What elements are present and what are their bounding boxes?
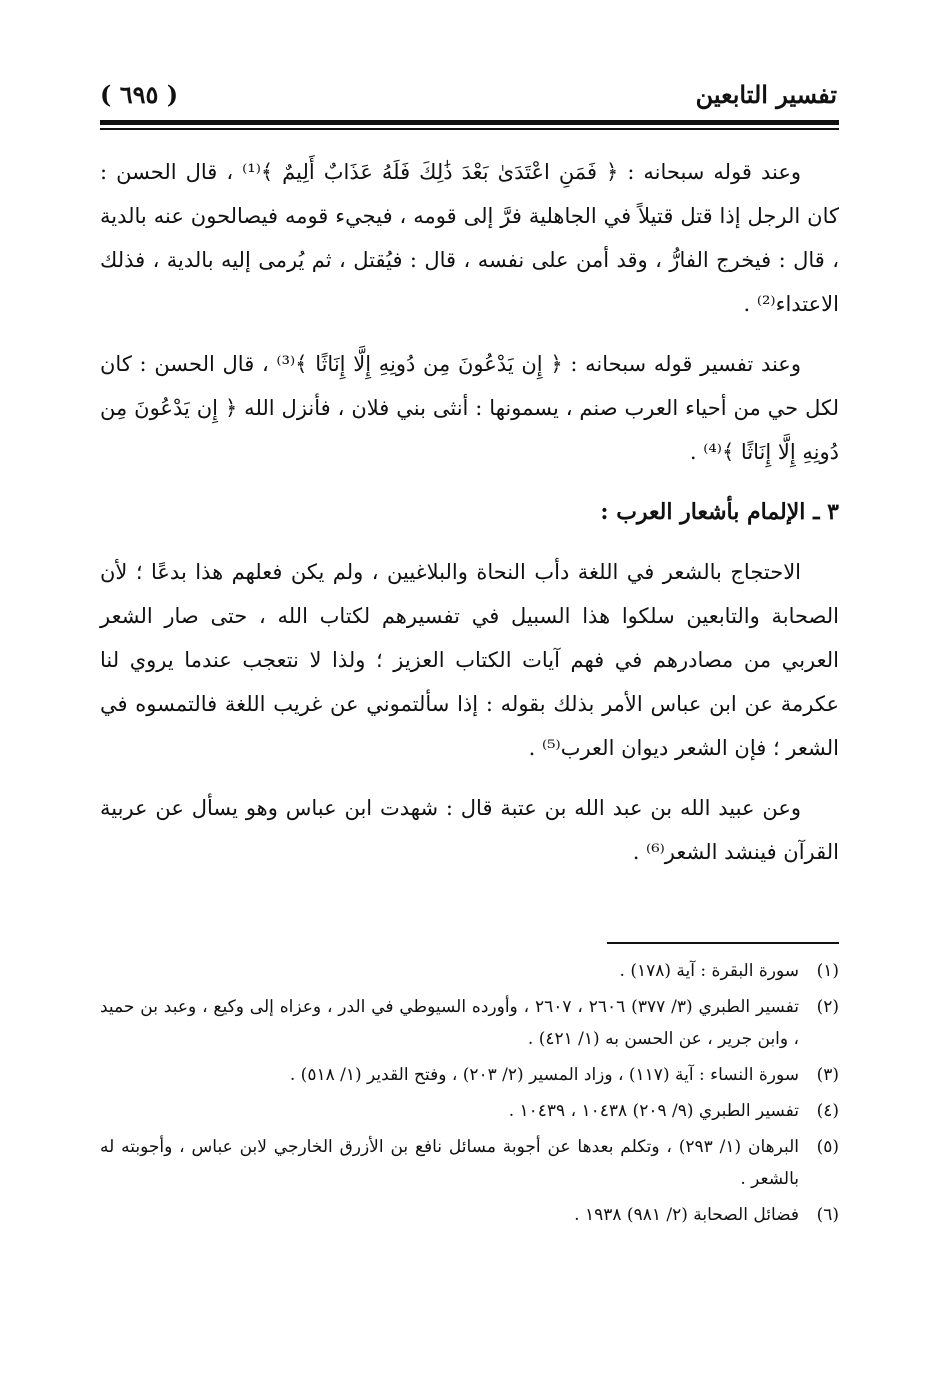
section-heading: ٣ ـ الإلمام بأشعار العرب : [600,499,839,525]
running-title: تفسير التابعين [695,80,837,109]
footnote-number: (٤) [816,1101,839,1121]
footnote [100,1095,839,1127]
footnote-separator [607,942,839,944]
footnote-number: (٢) [816,997,839,1017]
footnote-text: سورة البقرة : آية (١٧٨) . [619,961,799,981]
footnote [100,991,839,1055]
footnote-text: تفسير الطبري (٩/ ٢٠٩) ١٠٤٣٨ ، ١٠٤٣٩ . [508,1101,799,1121]
paragraph-2: وعند تفسير قوله سبحانه : ﴿ إِن يَدْعُونَ مِن دُونِهِ إِلَّا إِنَاثًا ﴾⁽³⁾ ، قال الحسن : كان لكل حي من أحياء العرب صنم ، يسمونها : أنثى بني فلان ، فأنزل الله ﴿ إِن يَدْعُونَ مِن دُونِهِ إِلَّا إِنَاثًا ﴾⁽⁴⁾ . [100,352,839,464]
paragraph-3: الاحتجاج بالشعر في اللغة دأب النحاة والبلاغيين ، ولم يكن فعلهم هذا بدعًا ؛ لأن الصحابة والتابعين سلكوا هذا السبيل في تفسيرهم لكتاب الله ، حتى صار الشعر العربي من مصادرهم في فهم آيات الكتاب العزيز ؛ ولذا لا نتعجب عندما يروي لنا عكرمة عن ابن عباس الأمر بذلك بقوله : إذا سألتموني عن غريب اللغة فالتمسوه في الشعر ؛ فإن الشعر ديوان العرب⁽⁵⁾ . [100,560,839,760]
footnote-number: (٣) [816,1065,839,1085]
footnote-text: البرهان (١/ ٢٩٣) ، وتكلم بعدها عن أجوبة مسائل نافع بن الأزرق الخارجي لابن عباس ، وأجوبته له بالشعر . [100,1137,800,1189]
footnote-text: فضائل الصحابة (٢/ ٩٨١) ١٩٣٨ . [574,1205,799,1225]
header-rule-thick [100,120,839,125]
page-number: ( ٦٩٥ ) [100,80,179,109]
footnote [100,1131,839,1195]
footnote-text: تفسير الطبري (٣/ ٣٧٧) ٢٦٠٦ ، ٢٦٠٧ ، وأورده السيوطي في الدر ، وعزاه إلى وكيع ، وعبد بن حميد ، وابن جرير ، عن الحسن به (١/ ٤٢١) . [100,997,800,1049]
footnote-number: (٦) [816,1205,839,1225]
footnote [100,1199,839,1231]
paragraph-1: وعند قوله سبحانه : ﴿ فَمَنِ اعْتَدَىٰ بَعْدَ ذَٰلِكَ فَلَهُ عَذَابٌ أَلِيمٌ ﴾⁽¹⁾ ، قال الحسن : كان الرجل إذا قتل قتيلاً في الجاهلية فرَّ إلى قومه ، فيجيء قومه فيصالحون عنه بالدية ، قال : فيخرج الفارُّ ، وقد أمن على نفسه ، قال : فيُقتل ، ثم يُرمى إليه بالدية ، فذلك الاعتداء⁽²⁾ . [100,160,839,316]
header-rule-thin [100,128,839,130]
footnote-text: سورة النساء : آية (١١٧) ، وزاد المسير (٢/ ٢٠٣) ، وفتح القدير (١/ ٥١٨) . [289,1065,799,1085]
footnotes [100,955,839,1235]
footnote-number: (٥) [816,1137,839,1157]
footnote-number: (١) [816,961,839,981]
paragraph-4: وعن عبيد الله بن عبد الله بن عتبة قال : شهدت ابن عباس وهو يسأل عن عربية القرآن فينشد الشعر⁽⁶⁾ . [100,796,839,864]
footnote [100,955,839,987]
footnote [100,1059,839,1091]
main-text [100,150,839,890]
